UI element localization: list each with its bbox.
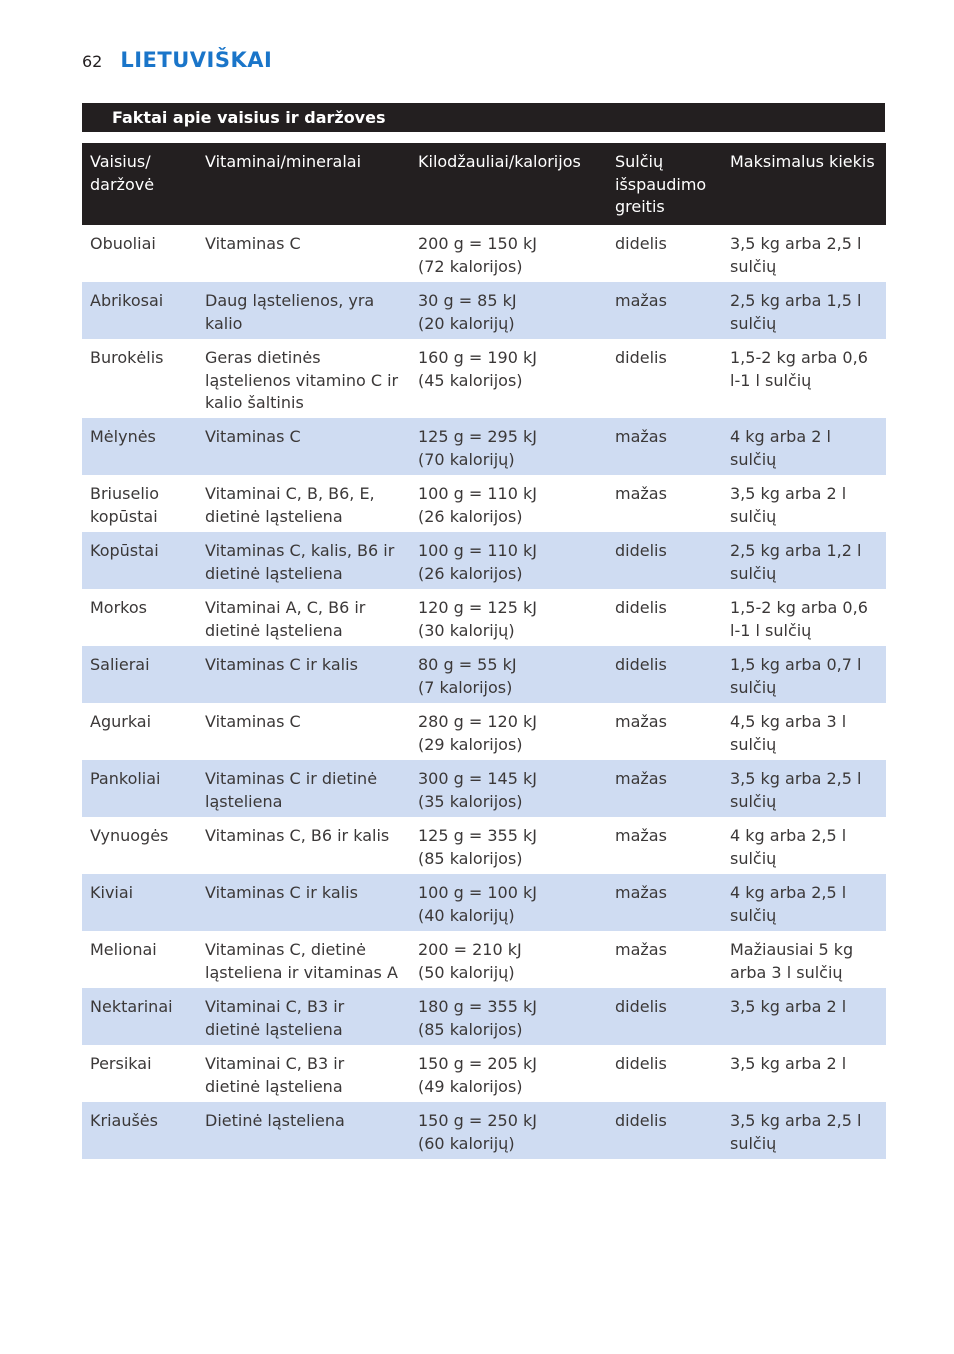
- cell-juicing-speed: [607, 817, 722, 874]
- cell-max-amount: [722, 418, 886, 475]
- table-body: [82, 225, 886, 1159]
- cell-max-amount: [722, 589, 886, 646]
- cell-line: 1,5 kg arba 0,7 l: [730, 655, 862, 674]
- cell-line: didelis: [615, 655, 667, 674]
- cell-line: 160 g = 190 kJ: [418, 348, 537, 367]
- cell-vitamins: [197, 339, 410, 418]
- cell-energy: [410, 282, 607, 339]
- cell-line: Vitaminai C, B3 ir: [205, 997, 345, 1016]
- cell-line: (30 kalorijų): [418, 620, 515, 640]
- cell-max-amount: [722, 703, 886, 760]
- cell-line: 80 g = 55 kJ: [418, 655, 517, 674]
- cell-line: didelis: [615, 997, 667, 1016]
- cell-line: (45 kalorijos): [418, 370, 523, 390]
- cell-line: Maksimalus kiekis: [730, 152, 875, 171]
- cell-line: mažas: [615, 427, 667, 446]
- cell-max-amount: [722, 475, 886, 532]
- cell-line: 100 g = 110 kJ: [418, 541, 537, 560]
- cell-line: Burokėlis: [90, 348, 164, 367]
- cell-line: Obuoliai: [90, 234, 156, 253]
- cell-line: ląsteliena ir vitaminas A: [205, 962, 398, 982]
- cell-juicing-speed: [607, 988, 722, 1045]
- column-header-energy: [410, 143, 607, 225]
- cell-line: sulčių: [730, 313, 777, 333]
- cell-line: Vitaminai C, B3 ir: [205, 1054, 345, 1073]
- cell-line: 120 g = 125 kJ: [418, 598, 537, 617]
- cell-line: Vitaminas C ir kalis: [205, 883, 358, 902]
- cell-line: 280 g = 120 kJ: [418, 712, 537, 731]
- table-row: [82, 760, 886, 817]
- cell-line: Briuselio: [90, 484, 159, 503]
- cell-line: Sulčių: [615, 152, 664, 171]
- table-row: [82, 339, 886, 418]
- cell-line: Persikai: [90, 1054, 152, 1073]
- cell-energy: [410, 418, 607, 475]
- cell-line: Melionai: [90, 940, 157, 959]
- cell-line: Vitaminas C, B6 ir kalis: [205, 826, 390, 845]
- cell-line: Kiviai: [90, 883, 134, 902]
- cell-juicing-speed: [607, 589, 722, 646]
- cell-line: dietinė ląsteliena: [205, 620, 343, 640]
- cell-line: 4 kg arba 2 l: [730, 427, 831, 446]
- cell-juicing-speed: [607, 418, 722, 475]
- cell-energy: [410, 817, 607, 874]
- cell-max-amount: [722, 532, 886, 589]
- cell-line: 3,5 kg arba 2,5 l: [730, 1111, 862, 1130]
- cell-line: 125 g = 355 kJ: [418, 826, 537, 845]
- cell-produce: [82, 589, 197, 646]
- table-row: [82, 589, 886, 646]
- cell-juicing-speed: [607, 282, 722, 339]
- cell-line: didelis: [615, 348, 667, 367]
- cell-line: Kilodžauliai/kalorijos: [418, 152, 581, 171]
- cell-line: kopūstai: [90, 506, 158, 526]
- cell-juicing-speed: [607, 703, 722, 760]
- cell-line: 1,5-2 kg arba 0,6: [730, 598, 868, 617]
- cell-produce: [82, 817, 197, 874]
- cell-line: (26 kalorijos): [418, 563, 523, 583]
- cell-line: mažas: [615, 883, 667, 902]
- table-row: [82, 703, 886, 760]
- cell-line: Vynuogės: [90, 826, 169, 845]
- cell-line: dietinė ląsteliena: [205, 563, 343, 583]
- cell-energy: [410, 532, 607, 589]
- cell-energy: [410, 874, 607, 931]
- cell-line: (85 kalorijos): [418, 1019, 523, 1039]
- cell-line: didelis: [615, 1054, 667, 1073]
- cell-energy: [410, 1102, 607, 1159]
- cell-energy: [410, 339, 607, 418]
- table-row: [82, 646, 886, 703]
- cell-line: Agurkai: [90, 712, 152, 731]
- cell-energy: [410, 646, 607, 703]
- cell-juicing-speed: [607, 1102, 722, 1159]
- cell-line: 4 kg arba 2,5 l: [730, 883, 847, 902]
- cell-vitamins: [197, 475, 410, 532]
- cell-energy: [410, 931, 607, 988]
- cell-line: 180 g = 355 kJ: [418, 997, 537, 1016]
- cell-juicing-speed: [607, 475, 722, 532]
- cell-max-amount: [722, 339, 886, 418]
- cell-max-amount: [722, 874, 886, 931]
- cell-line: dietinė ląsteliena: [205, 1076, 343, 1096]
- cell-line: (72 kalorijos): [418, 256, 523, 276]
- cell-line: Vitaminai C, B, B6, E,: [205, 484, 375, 503]
- cell-line: mažas: [615, 769, 667, 788]
- cell-line: Vitaminas C ir dietinė: [205, 769, 378, 788]
- cell-line: dietinė ląsteliena: [205, 506, 343, 526]
- fruit-vegetable-table: [82, 143, 886, 1159]
- cell-line: didelis: [615, 541, 667, 560]
- cell-line: 3,5 kg arba 2 l: [730, 1054, 847, 1073]
- cell-line: Vitaminas C ir kalis: [205, 655, 358, 674]
- cell-energy: [410, 703, 607, 760]
- cell-line: Vaisius/: [90, 152, 151, 171]
- cell-max-amount: [722, 760, 886, 817]
- cell-line: 4,5 kg arba 3 l: [730, 712, 847, 731]
- cell-produce: [82, 1045, 197, 1102]
- cell-energy: [410, 1045, 607, 1102]
- cell-line: 1,5-2 kg arba 0,6: [730, 348, 868, 367]
- cell-line: 125 g = 295 kJ: [418, 427, 537, 446]
- cell-line: 100 g = 110 kJ: [418, 484, 537, 503]
- cell-produce: [82, 225, 197, 282]
- cell-line: Vitaminai A, C, B6 ir: [205, 598, 366, 617]
- cell-produce: [82, 282, 197, 339]
- cell-vitamins: [197, 703, 410, 760]
- cell-line: 150 g = 250 kJ: [418, 1111, 537, 1130]
- column-header-juicing-speed: [607, 143, 722, 225]
- cell-energy: [410, 760, 607, 817]
- table-row: [82, 817, 886, 874]
- cell-line: 3,5 kg arba 2,5 l: [730, 234, 862, 253]
- cell-produce: [82, 475, 197, 532]
- section-title: Faktai apie vaisius ir daržoves: [82, 103, 885, 132]
- cell-line: sulčių: [730, 506, 777, 526]
- cell-line: sulčių: [730, 1133, 777, 1153]
- cell-line: ląsteliena: [205, 791, 283, 811]
- cell-energy: [410, 225, 607, 282]
- cell-line: 300 g = 145 kJ: [418, 769, 537, 788]
- cell-line: Vitaminas C: [205, 234, 301, 253]
- cell-line: daržovė: [90, 174, 155, 194]
- cell-vitamins: [197, 1045, 410, 1102]
- cell-juicing-speed: [607, 874, 722, 931]
- cell-vitamins: [197, 931, 410, 988]
- cell-line: Daug ląstelienos, yra: [205, 291, 375, 310]
- cell-line: Geras dietinės: [205, 348, 321, 367]
- cell-vitamins: [197, 988, 410, 1045]
- cell-line: l-1 l sulčių: [730, 620, 812, 640]
- cell-produce: [82, 418, 197, 475]
- cell-max-amount: [722, 282, 886, 339]
- cell-produce: [82, 931, 197, 988]
- cell-max-amount: [722, 931, 886, 988]
- cell-juicing-speed: [607, 1045, 722, 1102]
- cell-vitamins: [197, 532, 410, 589]
- table-row: [82, 988, 886, 1045]
- cell-line: Vitaminas C: [205, 712, 301, 731]
- cell-line: sulčių: [730, 734, 777, 754]
- cell-line: l-1 l sulčių: [730, 370, 812, 390]
- cell-line: (20 kalorijų): [418, 313, 515, 333]
- cell-line: Vitaminas C, kalis, B6 ir: [205, 541, 395, 560]
- cell-line: 3,5 kg arba 2 l: [730, 484, 847, 503]
- cell-line: sulčių: [730, 905, 777, 925]
- cell-juicing-speed: [607, 646, 722, 703]
- cell-line: (29 kalorijos): [418, 734, 523, 754]
- cell-line: Salierai: [90, 655, 150, 674]
- cell-line: Morkos: [90, 598, 147, 617]
- cell-produce: [82, 703, 197, 760]
- cell-line: 30 g = 85 kJ: [418, 291, 517, 310]
- cell-line: 3,5 kg arba 2 l: [730, 997, 847, 1016]
- cell-line: 100 g = 100 kJ: [418, 883, 537, 902]
- cell-line: Vitaminas C: [205, 427, 301, 446]
- cell-juicing-speed: [607, 931, 722, 988]
- cell-line: sulčių: [730, 677, 777, 697]
- table-row: [82, 532, 886, 589]
- cell-line: išspaudimo: [615, 174, 707, 194]
- cell-line: dietinė ląsteliena: [205, 1019, 343, 1039]
- cell-produce: [82, 339, 197, 418]
- cell-line: arba 3 l sulčių: [730, 962, 843, 982]
- column-header-vitamins: [197, 143, 410, 225]
- cell-line: Mažiausiai 5 kg: [730, 940, 854, 959]
- cell-max-amount: [722, 1045, 886, 1102]
- table-row: [82, 282, 886, 339]
- cell-line: didelis: [615, 234, 667, 253]
- cell-line: sulčių: [730, 563, 777, 583]
- cell-produce: [82, 760, 197, 817]
- cell-line: mažas: [615, 826, 667, 845]
- cell-energy: [410, 589, 607, 646]
- cell-line: Vitaminas C, dietinė: [205, 940, 367, 959]
- cell-vitamins: [197, 817, 410, 874]
- cell-line: (49 kalorijos): [418, 1076, 523, 1096]
- cell-juicing-speed: [607, 339, 722, 418]
- cell-juicing-speed: [607, 532, 722, 589]
- cell-line: kalio: [205, 313, 243, 333]
- language-title: LIETUVIŠKAI: [120, 48, 273, 72]
- cell-line: (60 kalorijų): [418, 1133, 515, 1153]
- table-row: [82, 475, 886, 532]
- cell-vitamins: [197, 418, 410, 475]
- cell-produce: [82, 532, 197, 589]
- cell-line: sulčių: [730, 848, 777, 868]
- table-row: [82, 931, 886, 988]
- cell-line: didelis: [615, 598, 667, 617]
- cell-line: didelis: [615, 1111, 667, 1130]
- cell-line: Mėlynės: [90, 427, 156, 446]
- table-header: [82, 143, 886, 225]
- cell-line: 200 g = 150 kJ: [418, 234, 537, 253]
- cell-vitamins: [197, 589, 410, 646]
- cell-vitamins: [197, 282, 410, 339]
- cell-line: 200 = 210 kJ: [418, 940, 522, 959]
- cell-line: Vitaminai/mineralai: [205, 152, 362, 171]
- cell-vitamins: [197, 225, 410, 282]
- cell-line: greitis: [615, 197, 665, 216]
- cell-line: Nektarinai: [90, 997, 173, 1016]
- cell-line: mažas: [615, 712, 667, 731]
- cell-line: 2,5 kg arba 1,2 l: [730, 541, 862, 560]
- table-row: [82, 418, 886, 475]
- cell-vitamins: [197, 874, 410, 931]
- cell-line: sulčių: [730, 791, 777, 811]
- column-header-produce: [82, 143, 197, 225]
- table-row: [82, 874, 886, 931]
- cell-juicing-speed: [607, 225, 722, 282]
- cell-line: 3,5 kg arba 2,5 l: [730, 769, 862, 788]
- cell-produce: [82, 874, 197, 931]
- cell-juicing-speed: [607, 760, 722, 817]
- cell-energy: [410, 475, 607, 532]
- cell-produce: [82, 646, 197, 703]
- cell-line: Abrikosai: [90, 291, 164, 310]
- cell-max-amount: [722, 1102, 886, 1159]
- cell-line: (40 kalorijų): [418, 905, 515, 925]
- cell-vitamins: [197, 646, 410, 703]
- cell-line: 150 g = 205 kJ: [418, 1054, 537, 1073]
- cell-vitamins: [197, 760, 410, 817]
- cell-line: sulčių: [730, 256, 777, 276]
- cell-vitamins: [197, 1102, 410, 1159]
- cell-line: Kriaušės: [90, 1111, 158, 1130]
- cell-line: kalio šaltinis: [205, 393, 304, 412]
- page-header: [82, 48, 272, 72]
- cell-produce: [82, 988, 197, 1045]
- table-row: [82, 225, 886, 282]
- cell-line: (7 kalorijos): [418, 677, 513, 697]
- cell-line: (35 kalorijos): [418, 791, 523, 811]
- cell-line: sulčių: [730, 449, 777, 469]
- table-row: [82, 1045, 886, 1102]
- cell-line: Pankoliai: [90, 769, 161, 788]
- cell-line: mažas: [615, 940, 667, 959]
- cell-line: ląstelienos vitamino C ir: [205, 370, 399, 390]
- cell-line: 2,5 kg arba 1,5 l: [730, 291, 862, 310]
- cell-max-amount: [722, 225, 886, 282]
- cell-line: Dietinė ląsteliena: [205, 1111, 345, 1130]
- cell-produce: [82, 1102, 197, 1159]
- cell-line: Kopūstai: [90, 541, 159, 560]
- cell-max-amount: [722, 988, 886, 1045]
- cell-max-amount: [722, 817, 886, 874]
- cell-line: mažas: [615, 484, 667, 503]
- cell-line: (70 kalorijų): [418, 449, 515, 469]
- cell-line: (85 kalorijos): [418, 848, 523, 868]
- cell-line: (50 kalorijų): [418, 962, 515, 982]
- cell-energy: [410, 988, 607, 1045]
- page-number: 62: [82, 52, 103, 71]
- cell-line: mažas: [615, 291, 667, 310]
- column-header-max-amount: [722, 143, 886, 225]
- header-row: [82, 143, 886, 225]
- table-row: [82, 1102, 886, 1159]
- cell-line: (26 kalorijos): [418, 506, 523, 526]
- cell-line: 4 kg arba 2,5 l: [730, 826, 847, 845]
- cell-max-amount: [722, 646, 886, 703]
